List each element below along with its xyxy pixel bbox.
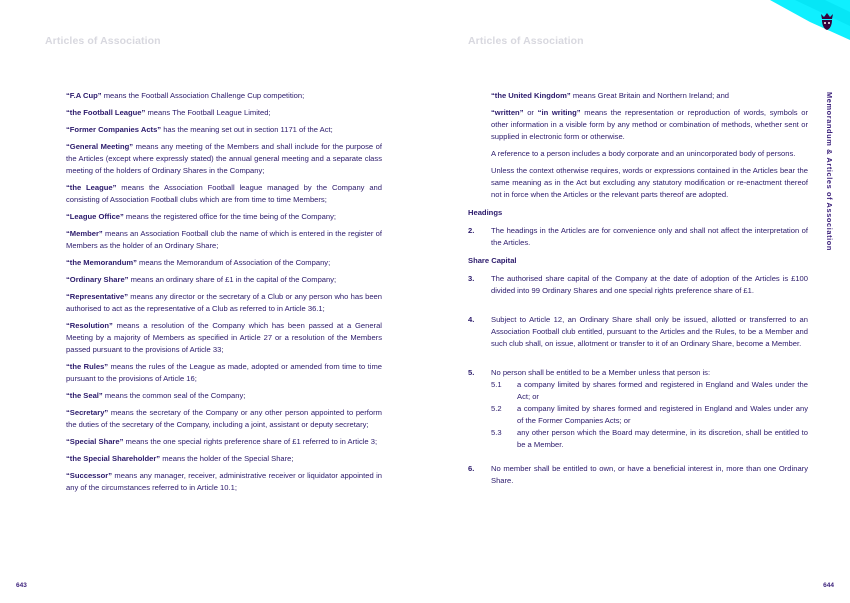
definition-text: means the Association Football league managed by the Company and consisting of Association Football clubs which are from time to time Members; [66,183,382,204]
definition-item [66,90,382,102]
definition-item [66,436,382,448]
paragraph-person: A reference to a person includes a body corporate and an unincorporated body of persons. [491,149,796,158]
definition-text: means the registered office for the time being of the Company; [123,212,336,221]
definition-item [66,107,382,119]
definition-text: means the Football Association Challenge Cup competition; [101,91,305,100]
definition-term: “Former Companies Acts” [66,125,162,134]
paragraph-context: Unless the context otherwise requires, words or expressions contained in the Articles bear the same meaning as in the Act but excluding any statutory modification or re-enactment thereof not in force when the Articles or the relevant parts thereof are adopted. [491,166,808,199]
definition-term: “Secretary” [66,408,109,417]
definition-term: “Successor” [66,471,113,480]
article-text: The headings in the Articles are for convenience only and shall not affect the interpretation of the Articles. [491,226,808,247]
definition-item [66,182,382,206]
headings-section-title: Headings [468,208,503,217]
definition-term: “League Office” [66,212,124,221]
right-running-header: Articles of Association [468,35,584,47]
article-number: 5. [468,368,475,377]
definition-item [66,124,382,136]
definition-text: means The Football League Limited; [145,108,271,117]
definition-text: means any meeting of the Members and shall include for the purpose of the Articles (except where expressly stated) the annual general meeting and a separate class meeting of the holders of Ordinary Shares in the Company; [66,142,383,175]
definition-text: has the meaning set out in section 1171 of the Act; [161,125,333,134]
definition-item: “the United Kingdom” means Great Britain and Northern Ireland; and [491,91,730,100]
spacer [468,355,808,367]
definition-text: means any director or the secretary of a Club or any person who has been authorised to act as the representative of a Club as referred to in Article 36.1; [66,292,382,313]
definition-term: “the Special Shareholder” [66,454,161,463]
right-page-number: 644 [823,582,834,589]
definition-term: “Representative” [66,292,129,301]
article-text: The authorised share capital of the Company at the date of adoption of the Articles is £100 divided into 99 Ordinary Shares and one special rights preference share of £1. [491,274,808,295]
article-6 [468,463,808,487]
definition-term: “the Memorandum” [66,258,137,267]
definition-text: means the secretary of the Company or any other person appointed to perform the duties of the secretary of the Company, including a joint, assistant or deputy secretary; [66,408,382,429]
article-number: 2. [468,226,475,235]
article-text: No person shall be entitled to be a Member unless that person is: [491,368,711,377]
left-page-number: 643 [16,582,27,589]
definition-term: “F.A Cup” [66,91,102,100]
definition-term: “Member” [66,229,103,238]
vertical-section-title: Memorandum & Articles of Association [825,92,834,252]
definition-text: means the rules of the League as made, adopted or amended from time to time pursuant to the provisions of Article 16; [66,362,382,383]
article-text: No member shall be entitled to own, or have a beneficial interest in, more than one Ordinary Share. [491,464,808,485]
share-capital-section-title: Share Capital [468,256,517,265]
sub-article-text: a company limited by shares formed and registered in England and Wales under any of the Former Companies Acts; or [517,404,808,425]
definition-item [66,211,382,223]
article-number: 3. [468,274,475,283]
definition-term: “the Rules” [66,362,109,371]
left-running-header: Articles of Association [45,35,161,47]
definition-item [66,141,382,177]
definition-item [66,291,382,315]
sub-article-text: a company limited by shares formed and registered in England and Wales under the Act; or [517,380,808,401]
spacer [468,302,808,314]
definition-term: “the League” [66,183,117,192]
definition-text: means the Memorandum of Association of the Company; [136,258,331,267]
sub-article-text: any other person which the Board may determine, in its discretion, shall be entitled to be a Member. [517,428,808,449]
definition-item [66,407,382,431]
definition-item [66,257,382,269]
sub-article-5-2 [491,403,808,427]
definition-item [66,361,382,385]
definition-text: means an ordinary share of £1 in the capital of the Company; [128,275,337,284]
definition-item [66,453,382,465]
definition-item [66,274,382,286]
definition-item [66,320,382,356]
definition-term: “the Seal” [66,391,103,400]
sub-article-5-1 [491,379,808,403]
definition-term: “Resolution” [66,321,113,330]
article-4 [468,314,808,350]
sub-article-5-3 [491,427,808,451]
spacer [468,451,808,463]
definition-term: “General Meeting” [66,142,134,151]
definitions-continued [491,90,808,201]
definition-text: means the common seal of the Company; [102,391,246,400]
sub-article-number: 5.2 [491,404,502,413]
article-2 [468,225,808,249]
article-number: 4. [468,315,475,324]
definition-text: means a resolution of the Company which has been passed at a General Meeting by a majority of Members as specified in Article 27 or a resolution of the Members passed pursuant to the provisions of Article 33; [66,321,382,354]
definition-item: “written” or “in writing” means the representation or reproduction of words, symbols or other information in a visible form by any method or combination of methods, whether sent or supplied in electronic form or otherwise. [491,108,809,141]
article-5 [468,367,808,379]
article-text: Subject to Article 12, an Ordinary Share shall only be issued, allotted or transferred to an Association Football club entitled, pursuant to the Articles and the Rules, to be a Member and such club shall, on issue, allotment or transfer to it of an Ordinary Share, become a Member. [491,315,808,348]
definition-text: means the holder of the Special Share; [160,454,294,463]
sub-article-number: 5.1 [491,380,502,389]
left-column [66,90,382,499]
definition-term: “the Football League” [66,108,146,117]
definition-item [66,390,382,402]
article-3 [468,273,808,297]
lion-crown-icon [816,10,838,32]
article-number: 6. [468,464,475,473]
definition-text: means an Association Football club the name of which is entered in the register of Members as the holder of an Ordinary Share; [66,229,382,250]
definition-text: means the one special rights preference share of £1 referred to in Article 3; [123,437,378,446]
right-column [468,90,808,492]
definition-item [66,470,382,494]
definition-term: “Special Share” [66,437,124,446]
definition-term: “Ordinary Share” [66,275,129,284]
definition-item [66,228,382,252]
definition-text: means any manager, receiver, administrative receiver or liquidator appointed in any of the circumstances referred to in Article 10.1; [66,471,382,492]
sub-article-number: 5.3 [491,428,502,437]
